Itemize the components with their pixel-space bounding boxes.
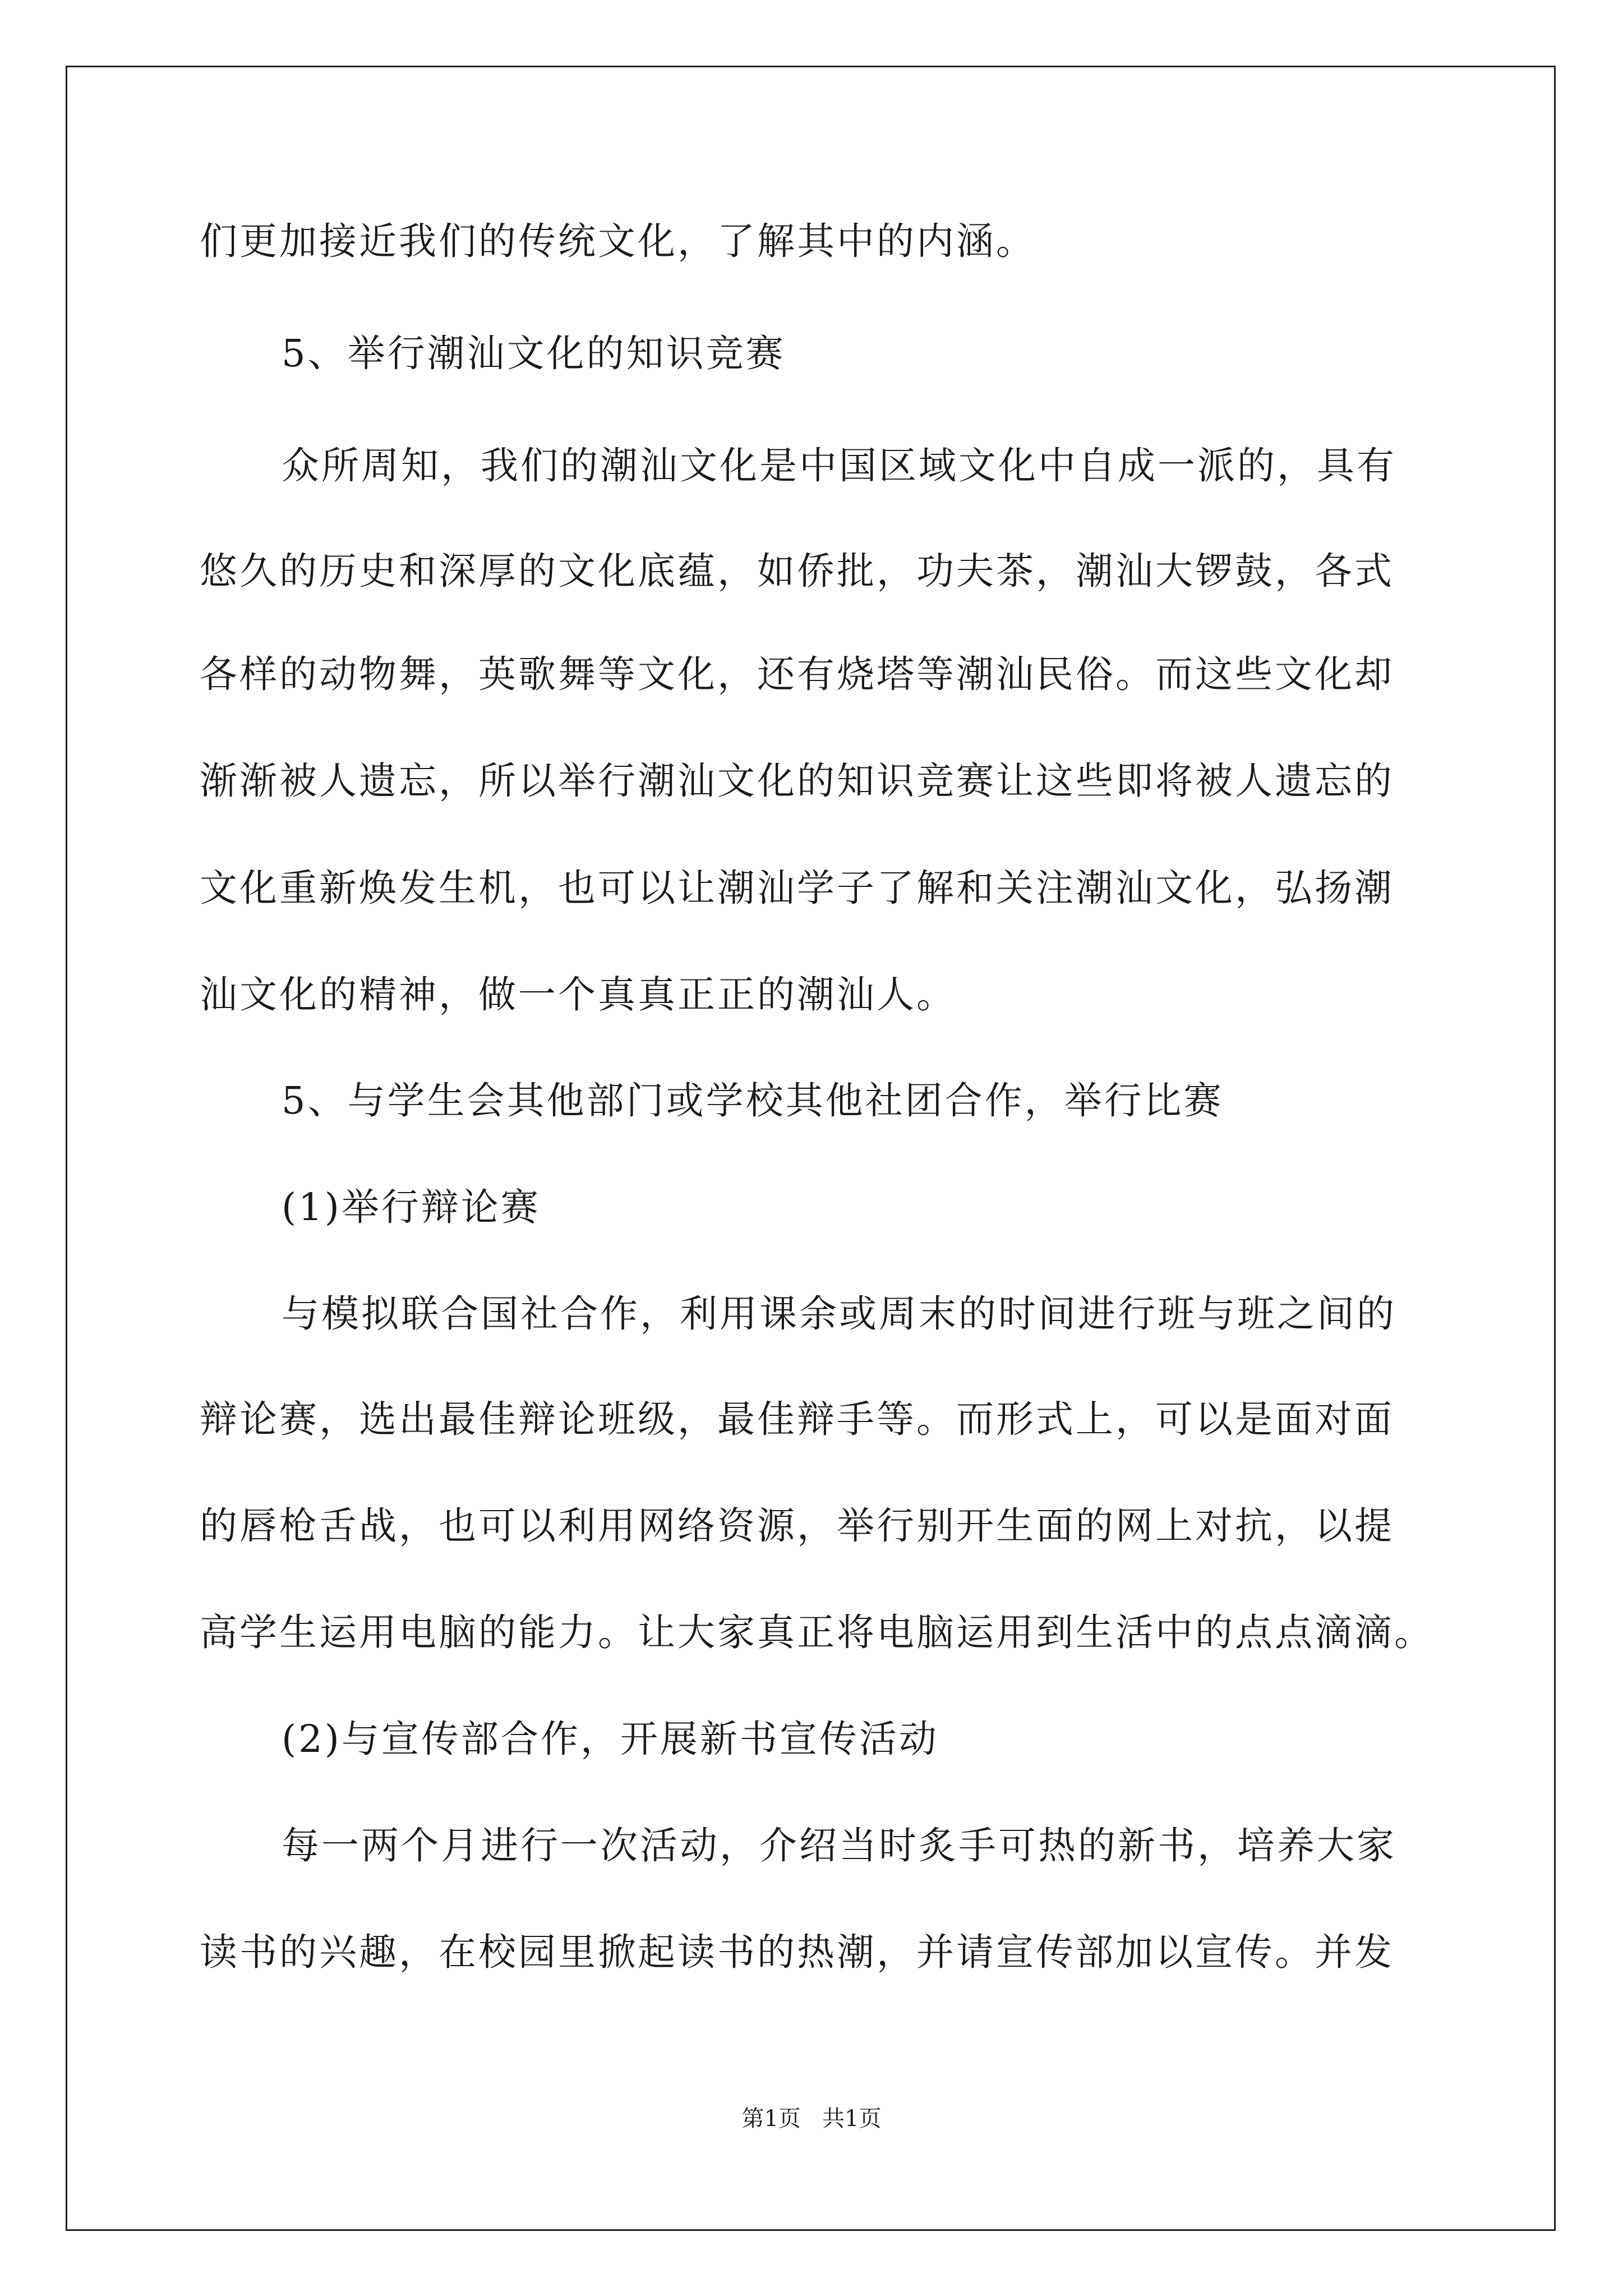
- paragraph-line-13: 的唇枪舌战，也可以利用网络资源，举行别开生面的网上对抗，以提: [200, 1504, 1394, 1548]
- paragraph-line-12: 辩论赛，选出最佳辩论班级，最佳辩手等。而形式上，可以是面对面: [200, 1397, 1394, 1441]
- paragraph-line-17: 读书的兴趣，在校园里掀起读书的热潮，并请宣传部加以宣传。并发: [200, 1930, 1394, 1974]
- paragraph-line-6: 渐渐被人遗忘，所以举行潮汕文化的知识竞赛让这些即将被人遗忘的: [200, 759, 1394, 803]
- page-number-footer: 第1页 共1页: [741, 2106, 882, 2132]
- paragraph-line-14: 高学生运用电脑的能力。让大家真正将电脑运用到生活中的点点滴滴。: [200, 1611, 1434, 1654]
- paragraph-line-3: 众所周知，我们的潮汕文化是中国区域文化中自成一派的，具有: [282, 444, 1396, 487]
- paragraph-line-7: 文化重新焕发生机，也可以让潮汕学子了解和关注潮汕文化，弘扬潮: [200, 866, 1394, 910]
- page-border: [66, 66, 1556, 2231]
- paragraph-line-11: 与模拟联合国社合作，利用课余或周末的时间进行班与班之间的: [282, 1292, 1396, 1336]
- section-heading-knowledge-contest: 5、举行潮汕文化的知识竞赛: [282, 332, 786, 375]
- section-heading-cooperation: 5、与学生会其他部门或学校其他社团合作，举行比赛: [282, 1079, 1224, 1122]
- paragraph-line-8: 汕文化的精神，做一个真真正正的潮汕人。: [200, 973, 956, 1016]
- paragraph-line-5: 各样的动物舞，英歌舞等文化，还有烧塔等潮汕民俗。而这些文化却: [200, 652, 1394, 696]
- subheading-debate: (1)举行辩论赛: [282, 1185, 541, 1229]
- paragraph-line-1: 们更加接近我们的传统文化，了解其中的内涵。: [200, 219, 1036, 263]
- paragraph-line-4: 悠久的历史和深厚的文化底蕴，如侨批，功夫茶，潮汕大锣鼓，各式: [200, 549, 1394, 593]
- paragraph-line-16: 每一两个月进行一次活动，介绍当时炙手可热的新书，培养大家: [282, 1824, 1396, 1867]
- subheading-new-book-promotion: (2)与宣传部合作，开展新书宣传活动: [282, 1717, 939, 1761]
